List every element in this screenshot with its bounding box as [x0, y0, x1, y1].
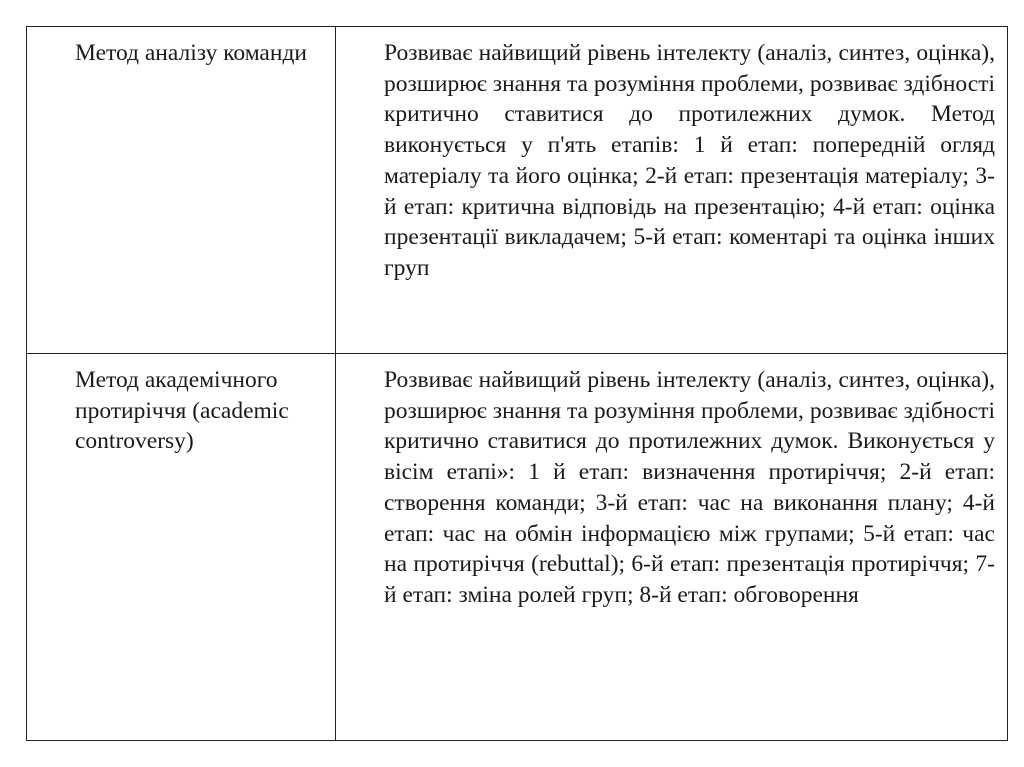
- table-row: [27, 354, 1008, 741]
- methods-table: [26, 26, 1008, 741]
- method-name-cell: [27, 354, 336, 741]
- method-name: Метод академічного протиріччя (academic controversy): [75, 367, 289, 455]
- method-description-cell: [336, 354, 1008, 741]
- method-description: Розвиває найвищий рівень інтелекту (аналіз, синтез, оцінка), розширює знання та розуміння проблеми, розвиває здібності критично ставитися до протилежних думок. Виконується у вісім етапі»: 1 й етап: визначення протиріччя; 2-й етап: створення команди; 3-й етап: час на виконання плану; 4-й етап: час на обмін інформацією між групами; 5-й етап: час на протиріччя (rebuttal); 6-й етап: презентація протиріччя; 7-й етап: зміна ролей груп; 8-й етап: обговорення: [384, 367, 995, 608]
- table-row: [27, 27, 1008, 354]
- method-name-cell: [27, 27, 336, 354]
- method-description-cell: [336, 27, 1008, 354]
- method-description: Розвиває найвищий рівень інтелекту (аналіз, синтез, оцінка), розширює знання та розуміння проблеми, розвиває здібності критично ставитися до протилежних думок. Метод виконується у п'ять етапів: 1 й етап: попередній огляд матеріалу та його оцінка; 2-й етап: презентація матеріалу; 3-й етап: критична відповідь на презентацію; 4-й етап: оцінка презентації викладачем; 5-й етап: коментарі та оцінка інших груп: [384, 40, 995, 281]
- method-name: Метод аналізу команди: [75, 40, 307, 66]
